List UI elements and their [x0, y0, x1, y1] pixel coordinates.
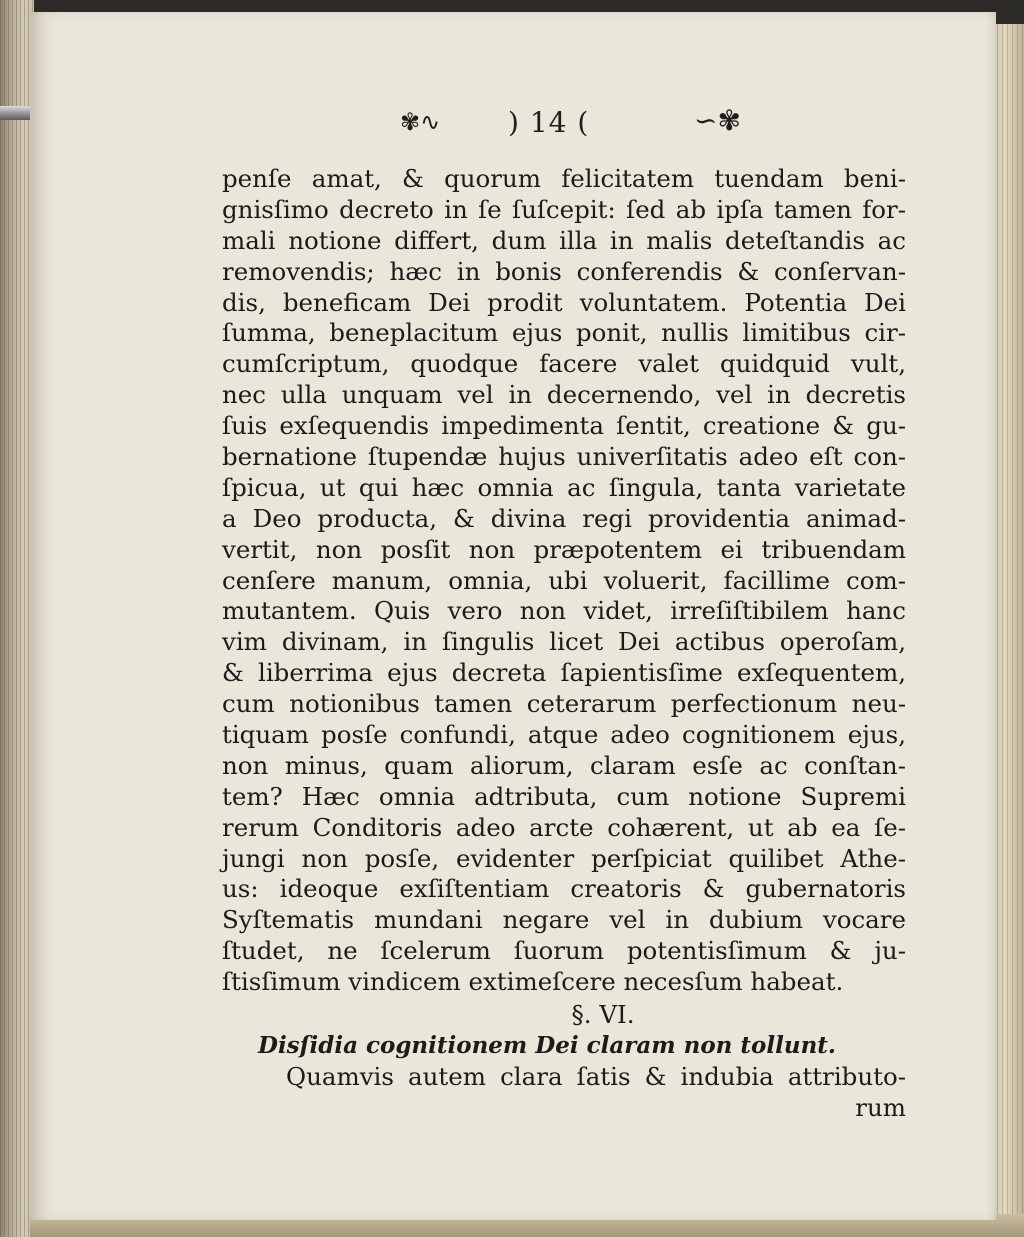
text-line: ſpicua, ut qui hæc omnia ac ſingula, tanta varietate — [222, 472, 906, 502]
text-line: cumſcriptum, quodque facere valet quidquid vult, — [222, 349, 906, 379]
text-line: jungi non posſe, evidenter perſpiciat quilibet Athe- — [222, 843, 906, 873]
section-heading: §. VI. — [571, 1000, 635, 1030]
text-line: ſtisſimum vindicem extimeſcere necesſum habeat. — [222, 967, 844, 997]
text-line: gnisſimo decreto in ſe ſuſcepit: ſed ab ipſa tamen for- — [222, 194, 906, 224]
text-line: mutantem. Quis vero non videt, irreſiſtibilem hanc — [222, 596, 906, 626]
body-text — [222, 164, 906, 1124]
text-line: bernatione ſtupendæ hujus univerſitatis adeo eſt con- — [222, 442, 906, 472]
text-line: cum notionibus tamen ceterarum perfectionum neu- — [222, 689, 906, 719]
text-line: vim divinam, in ſingulis licet Dei actibus operoſam, — [222, 627, 906, 657]
text-line: mali notione differt, dum illa in malis deteſtandis ac — [222, 225, 906, 255]
text-line: nec ulla unquam vel in decernendo, vel in decretis — [222, 380, 906, 410]
section-subtitle: Disſidia cognitionem Dei claram non tollunt. — [258, 1032, 836, 1060]
text-line: cenſere manum, omnia, ubi voluerit, facillime com- — [222, 565, 906, 595]
text-line: Syſtematis mundani negare vel in dubium vocare — [222, 905, 906, 935]
text-line: tiquam posſe confundi, atque adeo cognitionem ejus, — [222, 720, 906, 750]
text-line: a Deo producta, & divina regi providentia animad- — [222, 503, 906, 533]
text-line: rerum Conditoris adeo arcte cohærent, ut ab ea ſe- — [222, 812, 906, 842]
text-line: ſumma, beneplacitum ejus ponit, nullis limitibus cir- — [222, 318, 906, 348]
ornament-left-icon: ✾∿ — [400, 108, 441, 136]
text-line: vertit, non posſit non præpotentem ei tribuendam — [222, 534, 906, 564]
page-number: ) 14 ( — [508, 106, 590, 139]
book-spine-left — [0, 0, 34, 1237]
running-header — [400, 104, 760, 144]
text-line: penſe amat, & quorum felicitatem tuendam beni- — [222, 164, 906, 193]
catchword: rum — [855, 1092, 906, 1122]
page-stack-edge — [992, 24, 1024, 1224]
text-line: ſuis exſequendis impedimenta ſentit, creatione & gu- — [222, 411, 906, 441]
text-line: non minus, quam aliorum, claram esſe ac conſtan- — [222, 750, 906, 780]
text-line: & liberrima ejus decreta ſapientisſime exſequentem, — [222, 658, 906, 688]
text-line: ſtudet, ne ſcelerum ſuorum potentisſimum & ju- — [222, 936, 906, 966]
text-line: dis, beneficam Dei prodit voluntatem. Potentia Dei — [222, 287, 906, 317]
text-line: removendis; hæc in bonis conferendis & conſervan- — [222, 256, 906, 286]
continuation-line: Quamvis autem clara ſatis & indubia attributo- — [286, 1062, 906, 1092]
ornament-right-icon: ∽✾ — [694, 104, 741, 137]
text-line: tem? Hæc omnia adtributa, cum notione Supremi — [222, 781, 906, 811]
text-line: us: ideoque exſiſtentiam creatoris & gubernatoris — [222, 874, 906, 904]
